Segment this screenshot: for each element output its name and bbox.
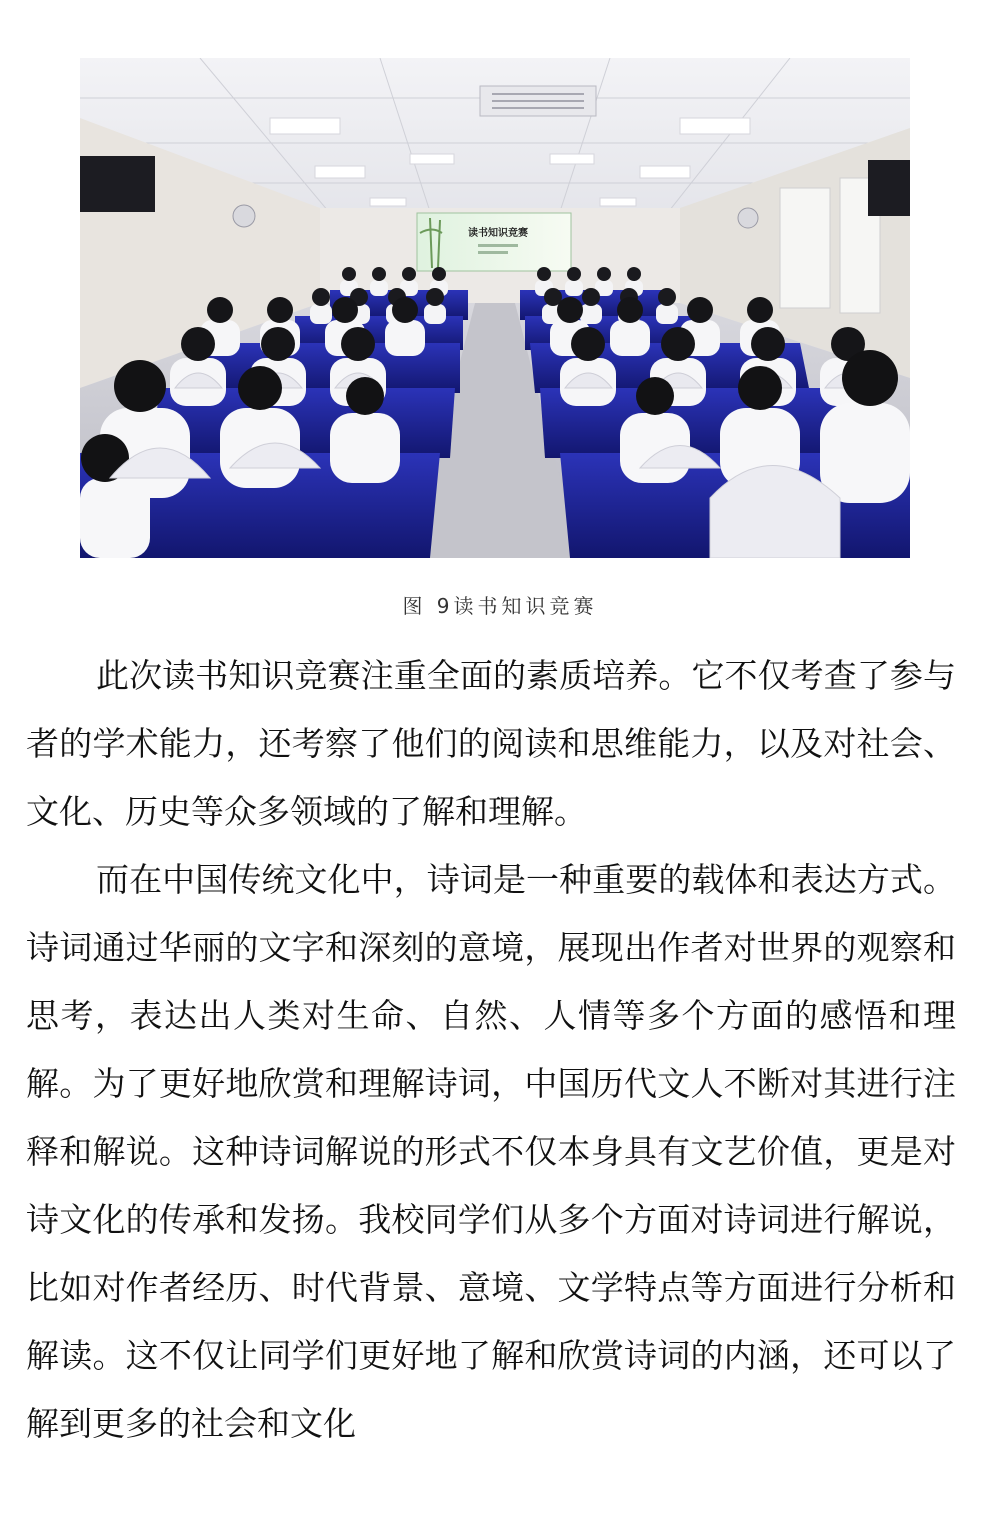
article-body [26, 642, 956, 1458]
right-tv [868, 160, 910, 216]
paragraph-2: 而在中国传统文化中，诗词是一种重要的载体和表达方式。诗词通过华丽的文字和深刻的意境，展现出作者对世界的观察和思考，表达出人类对生命、自然、人情等多个方面的感悟和理解。为了更好地欣赏和理解诗词，中国历代文人不断对其进行注释和解说。这种诗词解说的形式不仅本身具有文艺价值，更是对诗文化的传承和发扬。我校同学们从多个方面对诗词进行解说，比如对作者经历、时代背景、意境、文学特点等方面进行分析和解读。这不仅让同学们更好地了解和欣赏诗词的内涵，还可以了解到更多的社会和文化 [26, 860, 956, 1443]
left-tv [80, 156, 155, 212]
paragraph-1: 此次读书知识竞赛注重全面的素质培养。它不仅考查了参与者的学术能力，还考察了他们的阅读和思维能力，以及对社会、文化、历史等众多领域的了解和理解。 [26, 656, 956, 831]
figure-caption: 图 9读书知识竞赛 [402, 594, 598, 618]
event-photo [80, 58, 910, 558]
screen-title: 读书知识竞赛 [468, 228, 528, 239]
window-blinds [780, 178, 880, 313]
